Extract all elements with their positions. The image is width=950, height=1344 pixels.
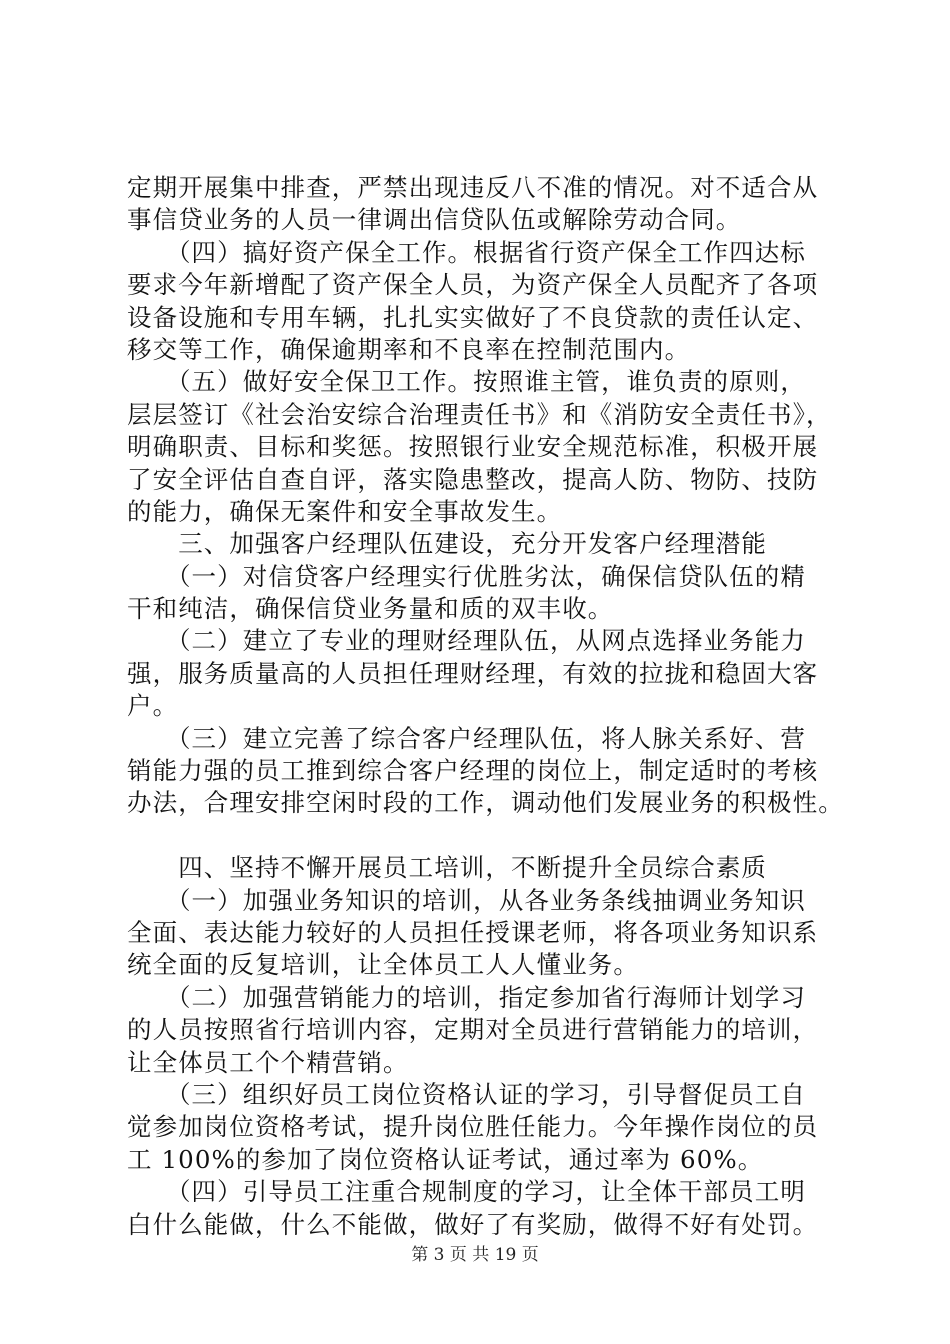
text-line: （五）做好安全保卫工作。按照谁主管，谁负责的原则， (127, 367, 806, 397)
text-line: 层层签订《社会治安综合治理责任书》和《消防安全责任书》， (127, 399, 832, 429)
text-line: 移交等工作，确保逾期率和不良率在控制范围内。 (127, 334, 691, 364)
text-line: 工 100%的参加了岗位资格认证考试，通过率为 60%。 (127, 1144, 764, 1174)
text-line: 的人员按照省行培训内容，定期对全员进行营销能力的培训， (127, 1015, 819, 1045)
text-line: （四）引导员工注重合规制度的学习，让全体干部员工明 (127, 1177, 806, 1207)
text-line: （二）建立了专业的理财经理队伍，从网点选择业务能力 (127, 626, 806, 656)
text-line: 全面、表达能力较好的人员担任授课老师，将各项业务知识系 (127, 917, 819, 947)
text-line: 事信贷业务的人员一律调出信贷队伍或解除劳动合同。 (127, 205, 742, 235)
text-line: 让全体员工个个精营销。 (127, 1047, 409, 1077)
text-line: 销能力强的员工推到综合客户经理的岗位上，制定适时的考核 (127, 756, 819, 786)
text-line: 的能力，确保无案件和安全事故发生。 (127, 496, 563, 526)
text-line: 办法，合理安排空闲时段的工作，调动他们发展业务的积极性。 (127, 788, 844, 818)
text-line: 白什么能做，什么不能做，做好了有奖励，做得不好有处罚。 (127, 1209, 819, 1239)
text-line: （三）组织好员工岗位资格认证的学习，引导督促员工自 (127, 1079, 806, 1109)
text-line: 设备设施和专用车辆，扎扎实实做好了不良贷款的责任认定、 (127, 302, 819, 332)
text-line: 户。 (127, 691, 179, 721)
text-line: （二）加强营销能力的培训，指定参加省行海师计划学习 (127, 982, 806, 1012)
text-line: 明确职责、目标和奖惩。按照银行业安全规范标准，积极开展 (127, 432, 819, 462)
text-line: 觉参加岗位资格考试，提升岗位胜任能力。今年操作岗位的员 (127, 1112, 819, 1142)
text-line: 要求今年新增配了资产保全人员，为资产保全人员配齐了各项 (127, 270, 819, 300)
document-body (127, 172, 847, 1241)
text-line: 四、坚持不懈开展员工培训，不断提升全员综合素质 (127, 853, 767, 883)
text-line: （一）对信贷客户经理实行优胜劣汰，确保信贷队伍的精 (127, 561, 806, 591)
text-line: （三）建立完善了综合客户经理队伍，将人脉关系好、营 (127, 723, 806, 753)
text-line: 统全面的反复培训，让全体员工人人懂业务。 (127, 950, 639, 980)
text-line: （一）加强业务知识的培训，从各业务条线抽调业务知识 (127, 885, 806, 915)
text-line: 三、加强客户经理队伍建设，充分开发客户经理潜能 (127, 529, 767, 559)
page-footer: 第 3 页 共 19 页 (411, 1245, 539, 1265)
text-line: 强，服务质量高的人员担任理财经理，有效的拉拢和稳固大客 (127, 658, 819, 688)
text-line: （四）搞好资产保全工作。根据省行资产保全工作四达标 (127, 237, 806, 267)
text-line: 了安全评估自查自评，落实隐患整改，提高人防、物防、技防 (127, 464, 819, 494)
blank-line (127, 820, 847, 852)
text-line: 干和纯洁，确保信贷业务量和质的双丰收。 (127, 594, 614, 624)
text-line: 定期开展集中排查，严禁出现违反八不准的情况。对不适合从 (127, 173, 819, 202)
